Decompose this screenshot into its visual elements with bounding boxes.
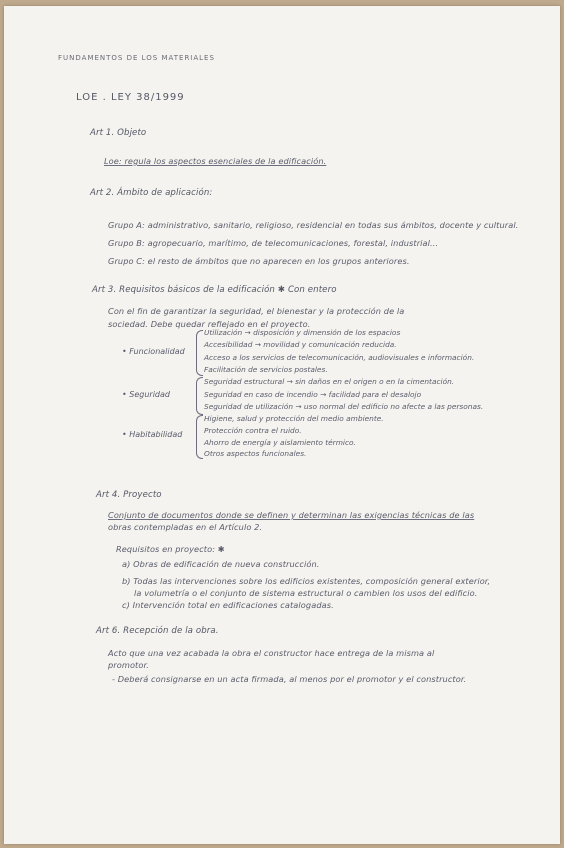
art2-line: Grupo B: agropecuario, marítimo, de telecomunicaciones, forestal, industrial... — [108, 238, 439, 248]
group-label-seguridad: • Seguridad — [122, 390, 170, 399]
group-item: Otros aspectos funcionales. — [204, 449, 307, 458]
group-item: Seguridad de utilización → uso normal del edificio no afecte a las personas. — [204, 402, 484, 411]
art4-req: b) Todas las intervenciones sobre los edificios existentes, composición general exterior, — [122, 576, 491, 586]
art4-req-heading: Requisitos en proyecto: ✱ — [116, 544, 225, 554]
group-item: Seguridad en caso de incendio → facilidad para el desalojo — [204, 390, 422, 399]
art4-req: a) Obras de edificación de nueva construcción. — [122, 559, 320, 569]
art2-heading: Art 2. Ámbito de aplicación: — [90, 188, 213, 198]
group-label-funcionalidad: • Funcionalidad — [122, 347, 185, 356]
art1-heading: Art 1. Objeto — [90, 128, 147, 138]
group-item: Ahorro de energía y aislamiento térmico. — [204, 438, 356, 447]
page-title: LOE . LEY 38/1999 — [76, 92, 185, 103]
art3-intro: sociedad. Debe quedar reflejado en el proyecto. — [108, 319, 311, 329]
art1-body: Loe: regula los aspectos esenciales de la edificación. — [104, 156, 327, 166]
group-item: Utilización → disposición y dimensión de los espacios — [204, 328, 401, 337]
group-item: Acceso a los servicios de telecomunicación, audiovisuales e información. — [204, 353, 475, 362]
notebook-page — [4, 6, 560, 844]
art2-line: Grupo C: el resto de ámbitos que no aparecen en los grupos anteriores. — [108, 256, 410, 266]
art4-req: c) Intervención total en edificaciones catalogadas. — [122, 600, 334, 610]
brace — [196, 415, 203, 459]
art4-body: obras contempladas en el Artículo 2. — [108, 522, 263, 532]
page-header: FUNDAMENTOS DE LOS MATERIALES — [58, 54, 215, 62]
art4-req: la volumetría o el conjunto de sistema estructural o cambien los usos del edificio. — [134, 588, 478, 598]
art3-intro: Con el fin de garantizar la seguridad, el bienestar y la protección de la — [108, 306, 405, 316]
group-item: Accesibilidad → movilidad y comunicación reducida. — [204, 340, 397, 349]
group-label-habitabilidad: • Habitabilidad — [122, 430, 183, 439]
art4-body: Conjunto de documentos donde se definen y determinan las exigencias técnicas de las — [108, 510, 475, 520]
brace — [196, 330, 203, 376]
art6-body: - Deberá consignarse en un acta firmada, al menos por el promotor y el constructor. — [112, 674, 467, 684]
brace — [196, 377, 203, 415]
group-item: Seguridad estructural → sin daños en el origen o en la cimentación. — [204, 377, 455, 386]
group-item: Protección contra el ruido. — [204, 426, 302, 435]
art3-heading: Art 3. Requisitos básicos de la edificación ✱ Con entero — [92, 285, 337, 295]
art6-heading: Art 6. Recepción de la obra. — [96, 626, 219, 636]
art6-body: promotor. — [108, 660, 149, 670]
art6-body: Acto que una vez acabada la obra el constructor hace entrega de la misma al — [108, 648, 435, 658]
group-item: Higiene, salud y protección del medio ambiente. — [204, 414, 384, 423]
art2-line: Grupo A: administrativo, sanitario, religioso, residencial en todas sus ámbitos, docente y cultural. — [108, 220, 519, 230]
art4-heading: Art 4. Proyecto — [96, 490, 162, 500]
group-item: Facilitación de servicios postales. — [204, 365, 328, 374]
